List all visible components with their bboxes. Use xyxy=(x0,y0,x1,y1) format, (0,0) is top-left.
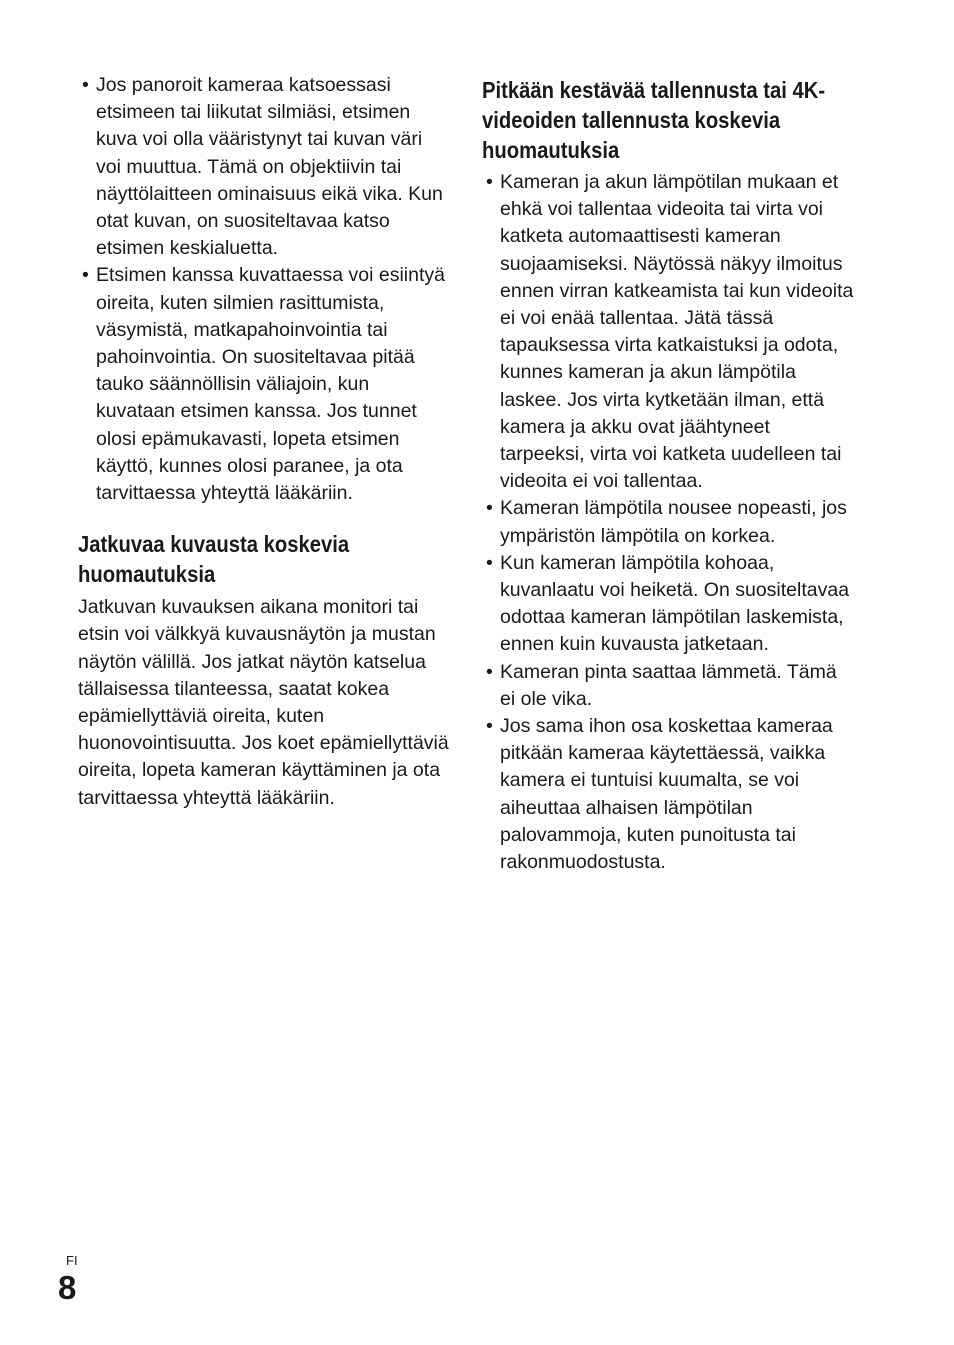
list-item-text: Kameran lämpötila nousee nopeasti, jos ympäristön lämpötila on korkea. xyxy=(500,497,847,547)
list-item-text: Kameran pinta saattaa lämmetä. Tämä ei ole vika. xyxy=(500,660,837,710)
list-item xyxy=(482,550,854,659)
left-bullet-list xyxy=(78,72,450,507)
list-item-text: Jos sama ihon osa koskettaa kameraa pitkään kameraa käytettäessä, vaikka kamera ei tuntuisi kuumalta, se voi aiheuttaa alhaisen lämpötilan palovammoja, kuten punoitusta tai rakonmuodostusta. xyxy=(500,715,833,874)
bullet-icon: • xyxy=(486,660,493,683)
language-code: FI xyxy=(66,1253,78,1268)
bullet-icon: • xyxy=(82,264,89,287)
left-column xyxy=(78,72,450,812)
bullet-icon: • xyxy=(82,74,89,96)
section-paragraph: Jatkuvan kuvauksen aikana monitori tai etsin voi välkkyä kuvausnäytön ja mustan näytön välillä. Jos jatkat näytön katselua tällaisessa tilanteessa, saatat kokea epämiellyttäviä oireita, kuten huonovointisuutta. Jos koet epämiellyttäviä oireita, lopeta kameran käyttäminen ja ota tarvittaessa yhteyttä lääkäriin. xyxy=(78,596,449,809)
list-item xyxy=(78,72,450,262)
section-heading-long-recording: Pitkään kestävää tallennusta tai 4K-videoiden tallennusta koskevia huomautuksia xyxy=(482,77,826,163)
list-item-text: Jos panoroit kameraa katsoessasi etsimeen tai liikutat silmiäsi, etsimen kuva voi olla vääristynyt tai kuvan väri voi muuttua. Tämä on objektiivin tai näyttölaitteen ominaisuus eikä vika. Kun otat kuvan, on suositeltavaa katso etsimen keskialuetta. xyxy=(96,74,443,260)
list-item-text: Kameran ja akun lämpötilan mukaan et ehkä voi tallentaa videoita tai virta voi katketa automaattisesti kameran suojaamiseksi. Näytössä näkyy ilmoitus ennen virran katkeamista tai kun videoita ei voi enää tallentaa. Jätä tässä tapauksessa virta katkaistuksi ja odota, kunnes kameran ja akun lämpötila laskee. Jos virta kytketään ilman, että kamera ja akku ovat jäähtyneet tarpeeksi, virta voi katketa uudelleen tai videoita ei voi tallentaa. xyxy=(500,171,854,493)
list-item xyxy=(482,713,854,876)
list-item xyxy=(482,169,854,495)
bullet-icon: • xyxy=(486,715,493,738)
bullet-icon: • xyxy=(486,551,493,574)
bullet-icon: • xyxy=(486,497,493,520)
list-item-text: Etsimen kanssa kuvattaessa voi esiintyä oireita, kuten silmien rasittumista, väsymistä, matkapahoinvointia tai pahoinvointia. On suositeltavaa pitää tauko säännöllisin väliajoin, kun kuvataan etsimen kanssa. Jos tunnet olosi epämukavasti, lopeta etsimen käyttö, kunnes olosi paranee, ja ota tarvittaessa yhteyttä lääkäriin. xyxy=(96,264,446,505)
list-item xyxy=(78,262,450,507)
right-bullet-list xyxy=(482,169,854,876)
page-number: 8 xyxy=(58,1269,77,1306)
list-item xyxy=(482,495,854,549)
section-heading-continuous-shooting: Jatkuvaa kuvausta koskevia huomautuksia xyxy=(78,531,350,588)
bullet-icon: • xyxy=(486,171,493,193)
right-column xyxy=(482,72,854,876)
list-item xyxy=(482,659,854,713)
list-item-text: Kun kameran lämpötila kohoaa, kuvanlaatu voi heiketä. On suositeltavaa odottaa kameran lämpötilan laskemista, ennen kuin kuvausta jatketaan. xyxy=(500,551,850,656)
